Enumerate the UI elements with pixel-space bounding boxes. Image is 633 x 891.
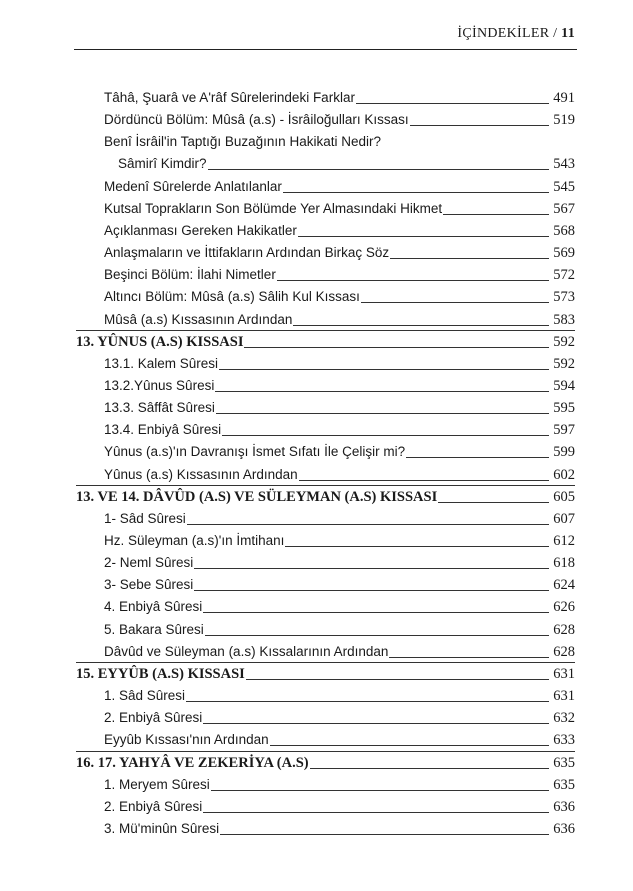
toc-entry (0, 177, 633, 199)
header-separator: / (553, 26, 558, 41)
toc-entry-title: 13.3. Sâffât Sûresi (104, 398, 216, 418)
running-header (457, 26, 575, 42)
toc-entry-title: Yûnus (a.s) Kıssasının Ardından (104, 465, 299, 485)
toc-entry-title: Açıklanması Gereken Hakikatler (104, 221, 298, 241)
toc-entry-page: 599 (553, 444, 575, 461)
toc-entry-page: 568 (553, 222, 575, 239)
toc-entry (0, 354, 633, 376)
toc-entry-page: 595 (553, 400, 575, 417)
toc-entry-page: 573 (553, 289, 575, 306)
section-divider (76, 662, 575, 663)
toc-entry-page: 583 (553, 311, 575, 328)
toc-entry-title: Anlaşmaların ve İttifakların Ardından Birkaç Söz (104, 243, 390, 263)
toc-entry-page: 602 (553, 466, 575, 483)
toc-entry-title: Dördüncü Bölüm: Mûsâ (a.s) - İsrâiloğulları Kıssası (104, 110, 410, 130)
toc-entry (0, 531, 633, 553)
toc-entry (0, 398, 633, 420)
toc-entry (0, 287, 633, 309)
toc-entry-page: 491 (553, 90, 575, 106)
toc-section-entry (0, 664, 633, 686)
toc-entry (0, 553, 633, 575)
toc-entry-page: 605 (553, 488, 575, 505)
toc-entry (0, 708, 633, 730)
section-divider (76, 330, 575, 331)
toc-entry-title: 13.4. Enbiyâ Sûresi (104, 420, 222, 440)
toc-entry (0, 509, 633, 531)
toc-entry-page: 631 (553, 665, 575, 682)
toc-section-entry (0, 487, 633, 509)
toc-entry-title: 2. Enbiyâ Sûresi (104, 708, 203, 728)
toc-entry-title: 15. EYYÛB (A.S) KISSASI (76, 665, 245, 682)
toc-entry-page: 592 (553, 355, 575, 372)
toc-entry (0, 819, 633, 841)
toc-entry (0, 243, 633, 265)
toc-entry-page: 624 (553, 577, 575, 594)
toc-entry-page: 618 (553, 555, 575, 572)
toc-entry-page: 628 (553, 643, 575, 660)
toc-entry-title: Benî İsrâil'in Taptığı Buzağının Hakikati Nedir? (104, 132, 382, 152)
toc-entry-title: 4. Enbiyâ Sûresi (104, 597, 203, 617)
toc-entry-title: Dâvûd ve Süleyman (a.s) Kıssalarının Ardından (104, 642, 389, 662)
toc-entry-title: 2. Enbiyâ Sûresi (104, 797, 203, 817)
toc-entry-title: 13.1. Kalem Sûresi (104, 354, 219, 374)
header-rule (74, 49, 577, 50)
toc-entry-page: 636 (553, 798, 575, 815)
toc-entry-title: Yûnus (a.s)'ın Davranışı İsmet Sıfatı İle Çelişir mi? (104, 442, 406, 462)
toc-entry-title: Altıncı Bölüm: Mûsâ (a.s) Sâlih Kul Kıssası (104, 287, 361, 307)
toc-entry-page: 572 (553, 267, 575, 284)
toc-entry (0, 686, 633, 708)
toc-entry-title: Kutsal Toprakların Son Bölümde Yer Almasındaki Hikmet (104, 199, 443, 219)
toc-entry (0, 730, 633, 752)
toc-entry-title: Mûsâ (a.s) Kıssasının Ardından (104, 310, 293, 330)
toc-entry-page: 545 (553, 178, 575, 195)
toc-entry (0, 221, 633, 243)
toc-entry-title: 13. VE 14. DÂVÛD (A.S) VE SÜLEYMAN (A.S) KISSASI (76, 488, 438, 505)
toc-entry (0, 310, 633, 332)
toc-entry-title: 1- Sâd Sûresi (104, 509, 187, 529)
toc-entry-page: 519 (553, 112, 575, 129)
toc-section-entry (0, 753, 633, 775)
toc-entry (0, 420, 633, 442)
toc-entry-page: 635 (553, 754, 575, 771)
toc-entry-page: 632 (553, 710, 575, 727)
toc-entry-page: 631 (553, 688, 575, 705)
section-divider (76, 485, 575, 486)
toc-entry-page: 592 (553, 333, 575, 350)
toc-entry-page: 543 (553, 156, 575, 173)
header-title: İÇİNDEKİLER (457, 26, 550, 41)
toc-entry (0, 797, 633, 819)
toc-entry (0, 620, 633, 642)
section-divider (76, 751, 575, 752)
toc-entry-page: 635 (553, 776, 575, 793)
toc-entry-title: Eyyûb Kıssası'nın Ardından (104, 730, 270, 750)
toc-entry-title: 13.2.Yûnus Sûresi (104, 376, 215, 396)
toc-entry (0, 199, 633, 221)
toc-entry-title: 1. Meryem Sûresi (104, 775, 211, 795)
toc-entry-title: Medenî Sûrelerde Anlatılanlar (104, 177, 283, 197)
toc-entry (0, 465, 633, 487)
toc-entry (0, 88, 633, 110)
toc-entry (0, 442, 633, 464)
toc-entry-title: 3- Sebe Sûresi (104, 575, 194, 595)
toc-entry-page: 594 (553, 377, 575, 394)
toc-section-entry (0, 332, 633, 354)
toc-entry-title: 13. YÛNUS (A.S) KISSASI (76, 333, 244, 350)
toc-entry (0, 110, 633, 132)
toc-entry-title: Hz. Süleyman (a.s)'ın İmtihanı (104, 531, 285, 551)
toc-entry (0, 597, 633, 619)
toc-entry-page: 569 (553, 245, 575, 262)
toc-entry (0, 376, 633, 398)
toc-entry-title: 1. Sâd Sûresi (104, 686, 186, 706)
toc-entry-page: 633 (553, 732, 575, 749)
toc-entry (0, 775, 633, 797)
toc-entry-title: Beşinci Bölüm: İlahi Nimetler (104, 265, 277, 285)
toc-entry-title: Tâhâ, Şuarâ ve A'râf Sûrelerindeki Farklar (104, 88, 356, 108)
toc-entry-page: 607 (553, 510, 575, 527)
toc-entry-title: 16. 17. YAHYÂ VE ZEKERİYA (A.S) (76, 754, 309, 771)
toc-entry-page: 626 (553, 599, 575, 616)
toc-entry-page: 597 (553, 422, 575, 439)
toc-entry (0, 642, 633, 664)
toc-entry-page: 636 (553, 820, 575, 837)
toc-entry (0, 154, 633, 176)
toc-entry (0, 265, 633, 287)
toc-entry-page: 628 (553, 621, 575, 638)
toc-entry-title: 3. Mü'minûn Sûresi (104, 819, 220, 839)
toc-entry-page: 567 (553, 200, 575, 217)
toc-entry-title: Sâmirî Kimdir? (118, 154, 208, 174)
toc-entry (0, 575, 633, 597)
toc-entry (0, 132, 633, 154)
toc-entry-page: 612 (553, 533, 575, 549)
header-page-number: 11 (561, 26, 575, 41)
toc-entry-title: 2- Neml Sûresi (104, 553, 194, 573)
toc-entry-title: 5. Bakara Sûresi (104, 620, 205, 640)
